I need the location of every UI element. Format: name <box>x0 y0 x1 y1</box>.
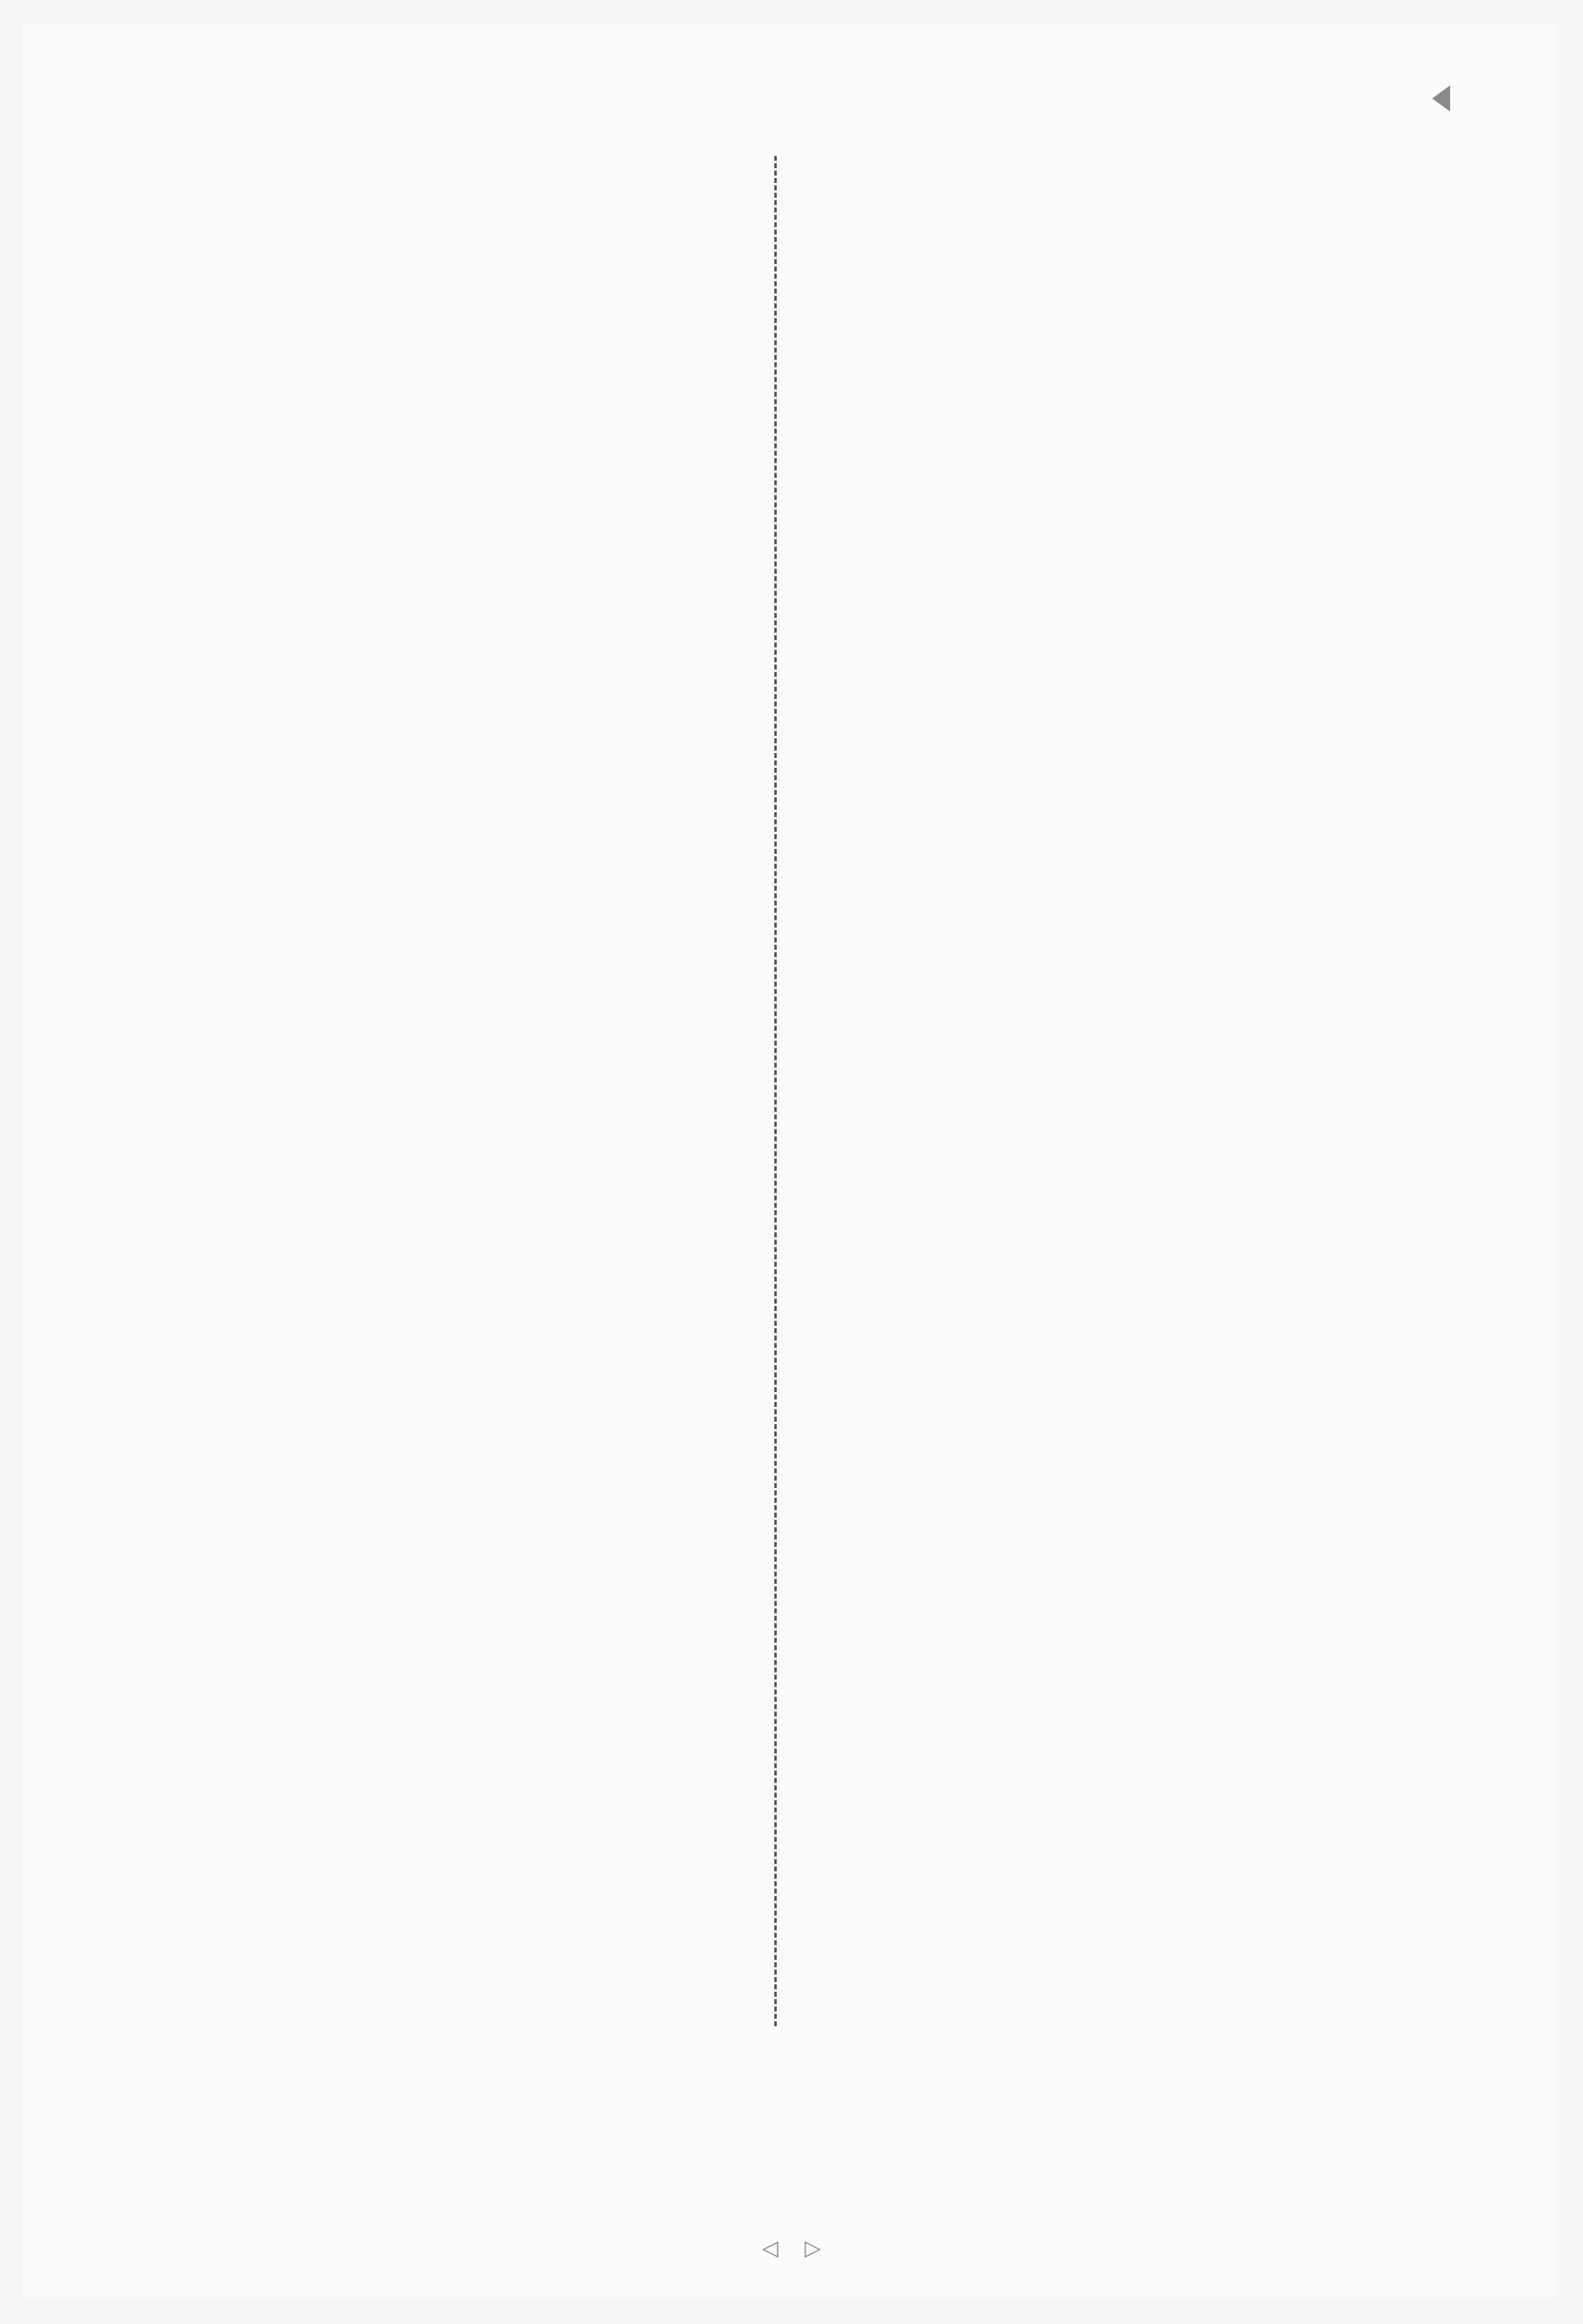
header-triangle-icon <box>1432 85 1450 112</box>
page-number-bar <box>0 2231 1583 2262</box>
prev-page-icon: ◁ <box>762 2235 778 2260</box>
chapter-header <box>1386 85 1450 112</box>
page-background <box>23 25 1557 2297</box>
next-page-icon: ▷ <box>805 2235 821 2260</box>
column-divider <box>774 156 777 2026</box>
